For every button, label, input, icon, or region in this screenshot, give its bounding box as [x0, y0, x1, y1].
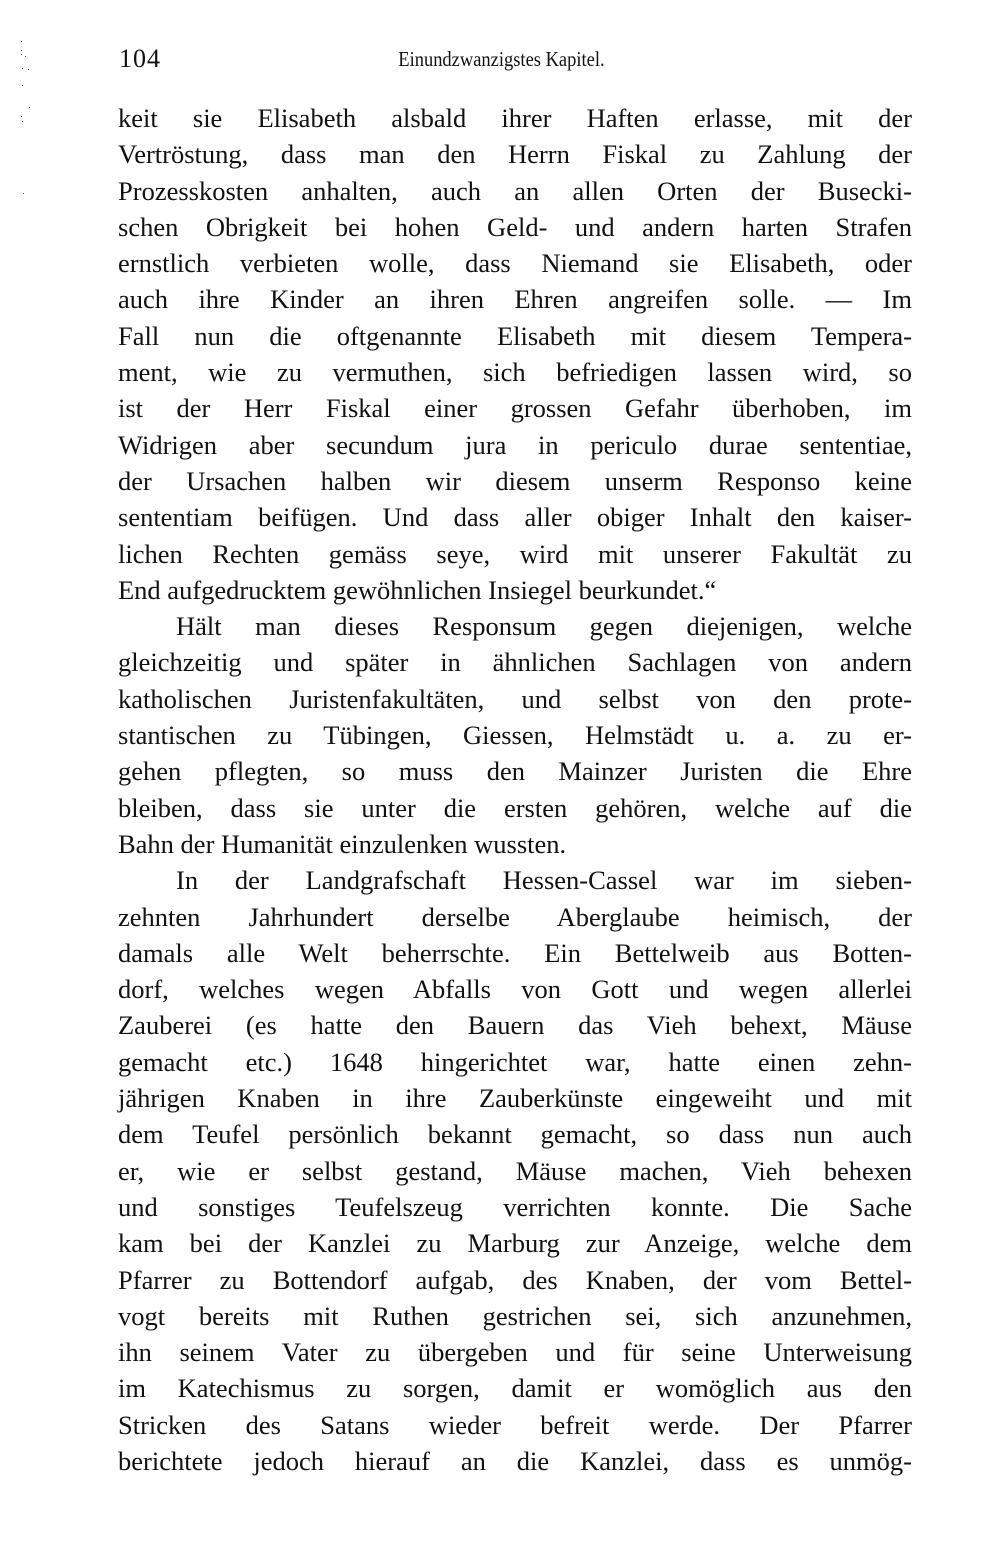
text-line: Widrigen aber secundum jura in periculo durae sententiae,	[118, 429, 912, 460]
text-line: auch ihre Kinder an ihren Ehren angreifen solle. — Im	[118, 284, 912, 315]
text-line: keit sie Elisabeth alsbald ihrer Haften erlasse, mit der	[118, 103, 912, 133]
text-line: zehnten Jahrhundert derselbe Aberglaube heimisch, der	[118, 901, 912, 932]
text-line: und sonstiges Teufelszeug verrichten konnte. Die Sache	[118, 1191, 912, 1222]
text-line: gemacht etc.) 1648 hingerichtet war, hatte einen zehn-	[118, 1046, 912, 1077]
text-line: lichen Rechten gemäss seye, wird mit unserer Fakultät zu	[118, 538, 912, 569]
paragraph-last-line: Bahn der Humanität einzulenken wussten.	[118, 828, 567, 859]
scan-speck	[21, 116, 22, 117]
text-line: bleiben, dass sie unter die ersten gehören, welche auf die	[118, 792, 912, 823]
text-line: Vertröstung, dass man den Herrn Fiskal zu Zahlung der	[118, 139, 912, 170]
text-line: damals alle Welt beherrschte. Ein Bettelweib aus Botten-	[118, 937, 912, 968]
scan-speck	[21, 54, 22, 55]
text-line: ihn seinem Vater zu übergeben und für seine Unterweisung	[118, 1337, 912, 1368]
text-line: er, wie er selbst gestand, Mäuse machen, Vieh behexen	[118, 1155, 912, 1186]
text-line: Zauberei (es hatte den Bauern das Vieh behext, Mäuse	[118, 1010, 912, 1041]
scan-speck	[22, 68, 23, 69]
text-line: Prozesskosten anhalten, auch an allen Orten der Busecki-	[118, 175, 912, 206]
text-line: Fall nun die oftgenannte Elisabeth mit diesem Tempera-	[118, 320, 912, 351]
scan-speck	[21, 50, 22, 51]
paragraph-first-line: Hält man dieses Responsum gegen diejenigen, welche	[176, 611, 912, 642]
text-line: kam bei der Kanzlei zu Marburg zur Anzeige, welche dem	[118, 1228, 912, 1259]
text-line: vogt bereits mit Ruthen gestrichen sei, sich anzunehmen,	[118, 1300, 912, 1331]
scan-speck	[29, 107, 30, 108]
page-number: 104	[119, 44, 161, 73]
text-line: ernstlich verbieten wolle, dass Niemand sie Elisabeth, oder	[118, 248, 912, 279]
text-line: berichtete jedoch hierauf an die Kanzlei, dass es unmög-	[118, 1445, 912, 1476]
text-line: dem Teufel persönlich bekannt gemacht, so dass nun auch	[118, 1119, 912, 1150]
text-line: gleichzeitig und später in ähnlichen Sachlagen von andern	[118, 647, 912, 678]
text-line: der Ursachen halben wir diesem unserm Responso keine	[118, 465, 912, 496]
text-line: ist der Herr Fiskal einer grossen Gefahr überhoben, im	[118, 393, 912, 424]
scan-margin-specks	[20, 38, 32, 208]
scan-speck	[22, 121, 23, 122]
scan-speck	[28, 69, 29, 70]
text-line: Stricken des Satans wieder befreit werde. Der Pfarrer	[118, 1409, 912, 1440]
scan-speck	[21, 41, 22, 42]
text-line: gehen pflegten, so muss den Mainzer Juristen die Ehre	[118, 756, 912, 787]
text-line: Pfarrer zu Bottendorf aufgab, des Knaben, der vom Bettel-	[118, 1264, 912, 1295]
text-line: im Katechismus zu sorgen, damit er womöglich aus den	[118, 1373, 912, 1404]
scan-speck	[25, 56, 26, 57]
text-line: dorf, welches wegen Abfalls von Gott und wegen allerlei	[118, 974, 912, 1005]
text-line: stantischen zu Tübingen, Giessen, Helmstädt u. a. zu er-	[118, 720, 912, 751]
text-line: schen Obrigkeit bei hohen Geld- und andern harten Strafen	[118, 211, 912, 242]
running-head: Einundzwanzigstes Kapitel.	[398, 47, 605, 71]
scan-speck	[23, 193, 24, 194]
text-line: jährigen Knaben in ihre Zauberkünste eingeweiht und mit	[118, 1083, 912, 1114]
paragraph-first-line: In der Landgrafschaft Hessen-Cassel war im sieben-	[176, 865, 912, 896]
body-text	[118, 100, 912, 1479]
paragraph-last-line: End aufgedrucktem gewöhnlichen Insiegel beurkundet.“	[118, 574, 717, 605]
text-line: katholischen Juristenfakultäten, und selbst von den prote-	[118, 683, 912, 714]
text-line: sententiam beifügen. Und dass aller obiger Inhalt den kaiser-	[118, 502, 912, 533]
scan-speck	[22, 85, 23, 86]
text-line: ment, wie zu vermuthen, sich befriedigen lassen wird, so	[118, 357, 912, 388]
